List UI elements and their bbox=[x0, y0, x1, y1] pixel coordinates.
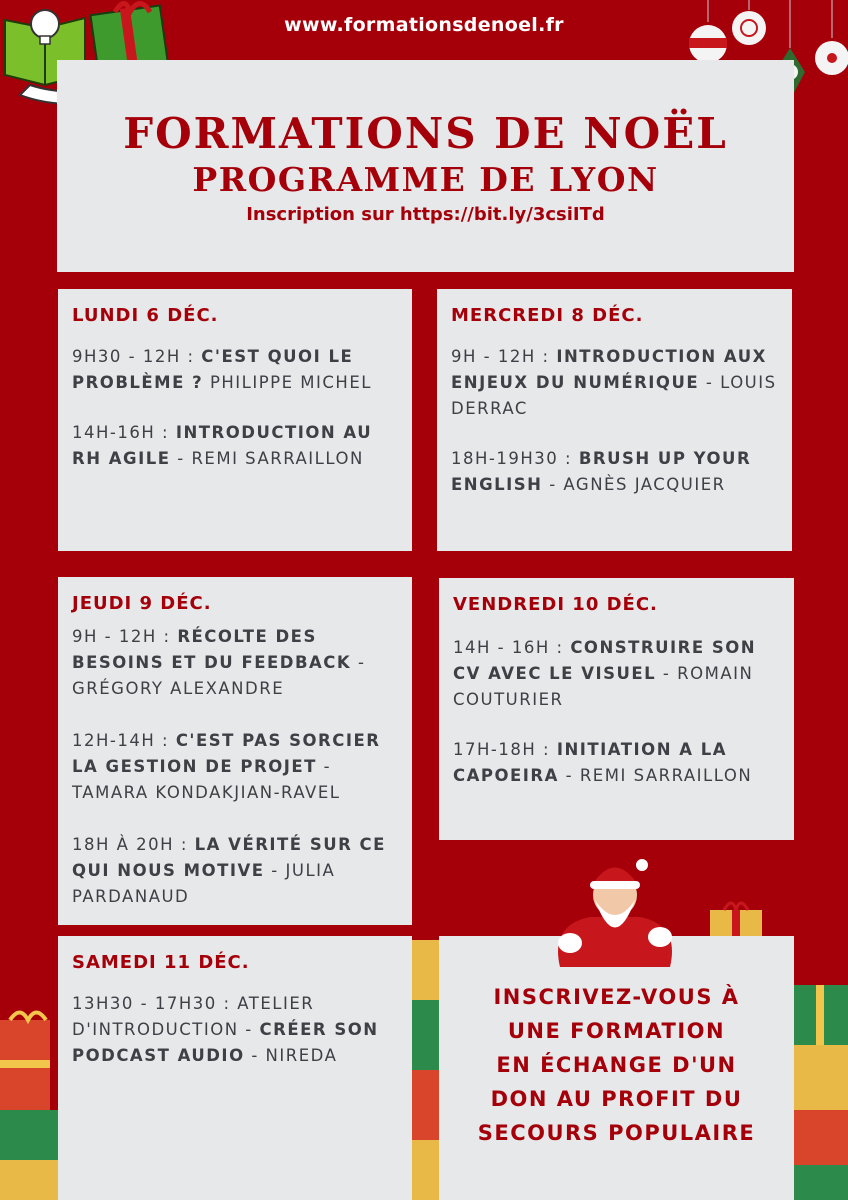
session-time: 9H30 - 12H : bbox=[72, 347, 202, 366]
session-speaker: - GRÉGORY ALEXANDRE bbox=[72, 653, 366, 698]
gift-boxes-right-icon bbox=[794, 965, 848, 1200]
session-item bbox=[453, 635, 780, 713]
cta-line: SECOURS POPULAIRE bbox=[477, 1121, 756, 1145]
small-gift-icon bbox=[710, 900, 762, 936]
session-item bbox=[72, 344, 398, 396]
session-topic: CRÉER SON PODCAST AUDIO bbox=[72, 1020, 379, 1065]
session-item bbox=[451, 446, 778, 498]
session-speaker: - TAMARA KONDAKJIAN-RAVEL bbox=[72, 757, 341, 802]
session-topic: BRUSH UP YOUR ENGLISH bbox=[451, 449, 752, 494]
session-time: 12H-14H : bbox=[72, 731, 176, 750]
session-topic: RÉCOLTE DES BESOINS ET DU FEEDBACK bbox=[72, 627, 352, 672]
session-item bbox=[72, 728, 398, 806]
cta-line: INSCRIVEZ-VOUS À bbox=[493, 985, 740, 1009]
registration-link[interactable]: Inscription sur https://bit.ly/3csiITd bbox=[246, 204, 605, 225]
session-time: 18H À 20H : bbox=[72, 835, 195, 854]
header-panel bbox=[57, 60, 794, 272]
day-panel-vendredi bbox=[439, 578, 794, 840]
session-speaker: - ROMAIN COUTURIER bbox=[453, 664, 754, 709]
session-topic: INTRODUCTION AUX ENJEUX DU NUMÉRIQUE bbox=[451, 347, 767, 392]
day-title: SAMEDI 11 DÉC. bbox=[72, 952, 250, 973]
session-speaker: PHILIPPE MICHEL bbox=[203, 373, 372, 392]
session-speaker: - REMI SARRAILLON bbox=[170, 449, 364, 468]
day-panel-jeudi bbox=[58, 577, 412, 925]
session-topic: C'EST PAS SORCIER LA GESTION DE PROJET bbox=[72, 731, 381, 776]
session-topic: LA VÉRITÉ SUR CE QUI NOUS MOTIVE bbox=[72, 835, 386, 880]
cta-line: UNE FORMATION bbox=[507, 1019, 726, 1043]
gift-boxes-left-icon bbox=[0, 1005, 58, 1200]
call-to-action-text bbox=[439, 980, 794, 1150]
session-item bbox=[453, 737, 780, 789]
session-speaker: - NIREDA bbox=[244, 1046, 338, 1065]
santa-claus-icon bbox=[530, 855, 700, 967]
session-speaker: - AGNÈS JACQUIER bbox=[542, 475, 726, 494]
session-time: 9H - 12H : bbox=[451, 347, 557, 366]
session-time: 18H-19H30 : bbox=[451, 449, 579, 468]
session-item bbox=[72, 832, 398, 910]
cta-line: EN ÉCHANGE D'UN bbox=[496, 1053, 737, 1077]
session-topic: INITIATION A LA CAPOEIRA bbox=[453, 740, 728, 785]
call-to-action-panel bbox=[439, 936, 794, 1200]
gift-boxes-middle-icon bbox=[412, 930, 439, 1200]
session-time: 17H-18H : bbox=[453, 740, 557, 759]
day-title: MERCREDI 8 DÉC. bbox=[451, 305, 644, 326]
session-topic: C'EST QUOI LE PROBLÈME ? bbox=[72, 347, 354, 392]
session-topic: CONSTRUIRE SON CV AVEC LE VISUEL bbox=[453, 638, 757, 683]
session-time: 14H-16H : bbox=[72, 423, 176, 442]
session-time: 13H30 - 17H30 : ATELIER D'INTRODUCTION - bbox=[72, 994, 315, 1039]
day-title: VENDREDI 10 DÉC. bbox=[453, 594, 658, 615]
cta-line: DON AU PROFIT DU bbox=[490, 1087, 743, 1111]
day-panel-lundi bbox=[58, 289, 412, 551]
day-title: LUNDI 6 DÉC. bbox=[72, 305, 219, 326]
page-subtitle: PROGRAMME DE LYON bbox=[192, 160, 659, 199]
session-time: 9H - 12H : bbox=[72, 627, 178, 646]
session-speaker: - JULIA PARDANAUD bbox=[72, 861, 336, 906]
session-item bbox=[72, 991, 398, 1069]
day-panel-mercredi bbox=[437, 289, 792, 551]
session-speaker: - LOUIS DERRAC bbox=[451, 373, 777, 418]
session-item bbox=[72, 624, 398, 702]
day-title: JEUDI 9 DÉC. bbox=[72, 593, 212, 614]
day-panel-samedi bbox=[58, 936, 412, 1200]
session-topic: INTRODUCTION AU RH AGILE bbox=[72, 423, 373, 468]
website-url[interactable]: www.formationsdenoel.fr bbox=[284, 14, 564, 36]
session-item bbox=[72, 420, 398, 472]
session-time: 14H - 16H : bbox=[453, 638, 571, 657]
session-item bbox=[451, 344, 778, 422]
session-speaker: - REMI SARRAILLON bbox=[558, 766, 753, 785]
page-title: FORMATIONS DE NOËL bbox=[123, 109, 728, 158]
